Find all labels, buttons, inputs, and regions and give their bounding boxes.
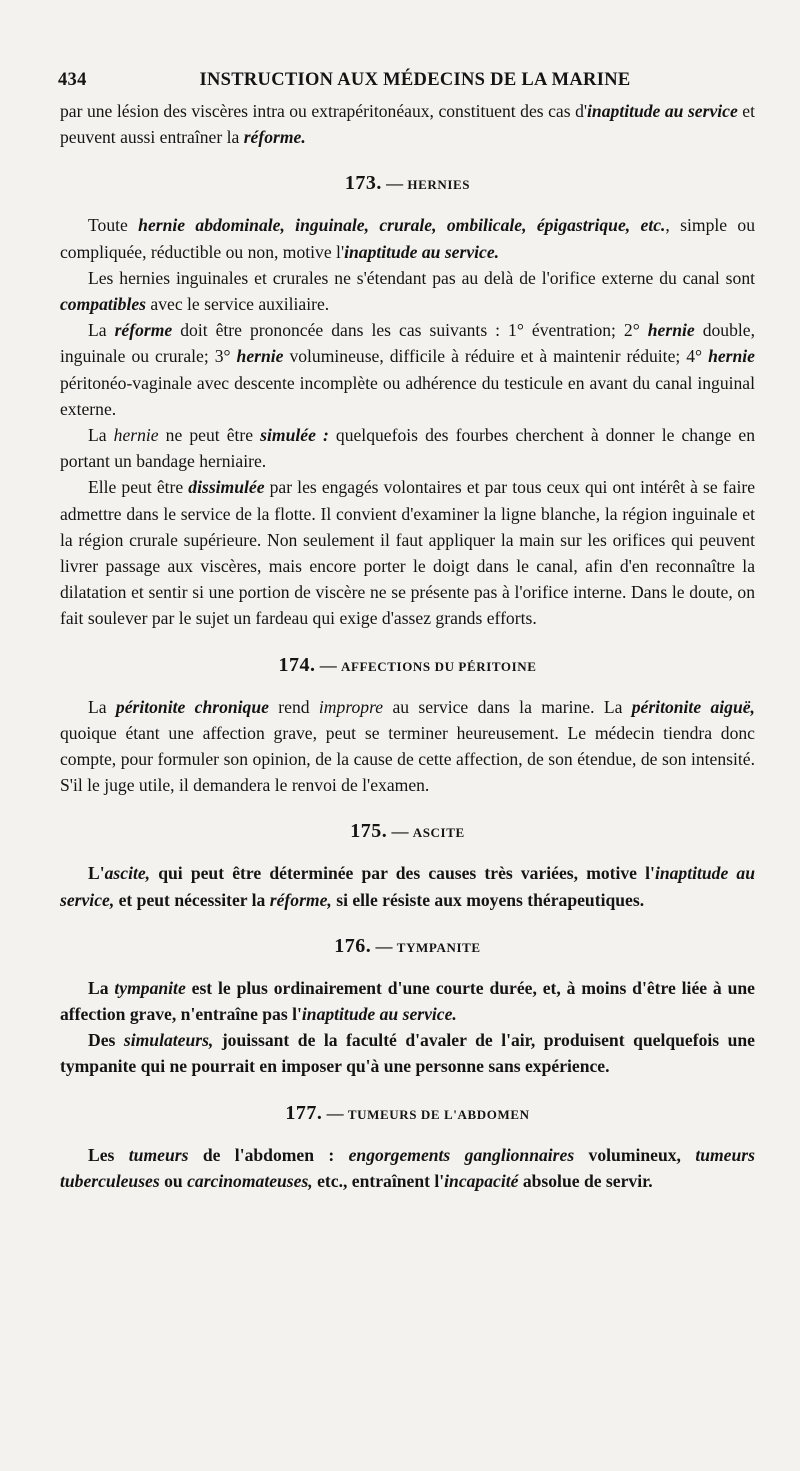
paragraph-tympanite: La tympanite est le plus ordinairement d'une courte durée, et, à moins d'être liée à une affection grave, n'entraîne pas l'inaptitude au service. <box>60 977 755 1025</box>
paragraph-reforme: La réforme doit être prononcée dans les cas suivants : 1° éventration; 2° hernie double, inguinale ou crurale; 3° hernie volumineuse, difficile à réduire et à maintenir réduite; 4° hernie péritonéo-vaginale avec descente incomplète ou adhérence du testicule en avant du canal inguinal externe. <box>60 320 755 419</box>
page-number: 434 <box>58 70 87 90</box>
paragraph-dissimulee: Elle peut être dissimulée par les engagés volontaires et par tous ceux qui ont intérêt à se faire admettre dans le service de la flotte. Il convient d'examiner la ligne blanche, la région inguinale et la région crurale supérieure. Non seulement il faut appliquer la main sur les orifices qui peuvent livrer passage aux viscères, mais encore porter le doigt dans le canal, afin d'en reconnaître la dilatation et sentir si une portion de viscère ne se présente pas à l'orifice interne. Dans le doute, on fait soulever par le sujet un fardeau qui exige d'assez grands efforts. <box>60 477 756 629</box>
page-body <box>60 98 755 1194</box>
running-title: INSTRUCTION AUX MÉDECINS DE LA MARINE <box>199 70 631 90</box>
section-heading-177: 177. — TUMEURS DE L'ABDOMEN <box>285 1101 530 1124</box>
section-heading-174: 174. — AFFECTIONS DU PÉRITOINE <box>278 653 537 676</box>
page-header <box>58 70 742 96</box>
paragraph-compatibles: Les hernies inguinales et crurales ne s'étendant pas au delà de l'orifice externe du canal sont compatibles avec le service auxiliaire. <box>60 267 755 315</box>
section-heading-176: 176. — TYMPANITE <box>334 934 481 957</box>
paragraph-peritonite: La péritonite chronique rend impropre au service dans la marine. La péritonite aiguë, quoique étant une affection grave, peut se terminer heureusement. Le médecin tiendra donc compte, pour formuler son opinion, de la cause de cette affection, de son étendue, de son intensité. S'il le juge utile, il demandera le renvoi de l'examen. <box>60 696 755 796</box>
paragraph-hernie-types: Toute hernie abdominale, inguinale, crurale, ombilicale, épigastrique, etc., simple ou compliquée, réductible ou non, motive l'inaptitude au service. <box>60 215 755 262</box>
paragraph-ascite: L'ascite, qui peut être déterminée par des causes très variées, motive l'inaptitude au service, et peut nécessiter la réforme, si elle résiste aux moyens thérapeutiques. <box>60 863 755 910</box>
paragraph-simulee: La hernie ne peut être simulée : quelquefois des fourbes cherchent à donner le change en portant un bandage herniaire. <box>60 425 755 472</box>
section-heading-173: 173. — HERNIES <box>344 172 471 195</box>
paragraph-tumeurs: Les tumeurs de l'abdomen : engorgements ganglionnaires volumineux, tumeurs tuberculeuses ou carcinomateuses, etc., entraînent l'incapacité absolue de servir. <box>60 1144 755 1191</box>
paragraph-continuation: par une lésion des viscères intra ou extrapéritonéaux, constituent des cas d'inaptitude au service et peuvent aussi entraîner la réforme. <box>60 101 755 148</box>
section-heading-175: 175. — ASCITE <box>350 820 465 843</box>
paragraph-simulateurs: Des simulateurs, jouissant de la faculté d'avaler de l'air, produisent quelquefois une tympanite qui ne pourrait en imposer qu'à une personne sans expérience. <box>60 1030 755 1077</box>
